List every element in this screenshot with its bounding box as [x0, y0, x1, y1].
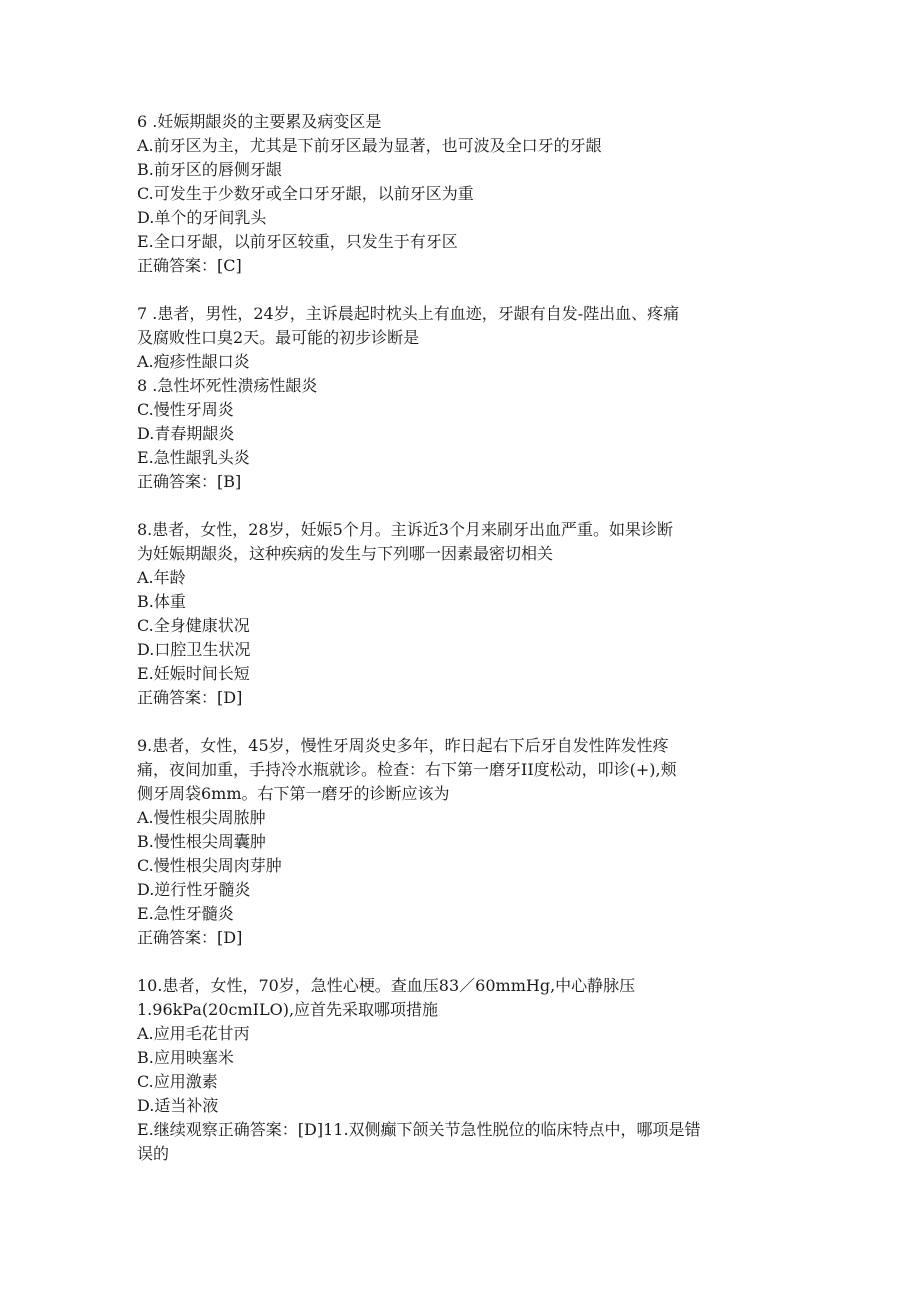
- question-7: [137, 302, 797, 494]
- answer-line: 正确答案：[D]: [137, 688, 243, 707]
- document-page: [137, 110, 797, 1166]
- spacer: [137, 710, 797, 734]
- option-c: C.应用激素: [137, 1072, 218, 1091]
- option-b: B.慢性根尖周囊肿: [137, 832, 266, 851]
- option-b: 8 .急性坏死性溃疡性龈炎: [137, 376, 318, 395]
- answer-line: 正确答案：[D]: [137, 928, 243, 947]
- option-b: B.体重: [137, 592, 186, 611]
- question-stem-continued: 及腐败性口臭2天。最可能的初步诊断是: [137, 328, 420, 347]
- option-a: A.应用毛花甘丙: [137, 1024, 250, 1043]
- question-stem: 9.患者，女性，45岁，慢性牙周炎史多年，昨日起右下后牙自发性阵发性疼: [137, 736, 669, 755]
- question-stem: 10.患者，女性，70岁，急性心梗。查血压83／60mmHg,中心静脉压: [137, 976, 636, 995]
- option-d: D.口腔卫生状况: [137, 640, 251, 659]
- question-6: [137, 110, 797, 278]
- question-stem: 7 .患者，男性，24岁，主诉晨起时枕头上有血迹，牙龈有自发-陛出血、疼痛: [137, 304, 680, 323]
- question-stem: 8.患者，女性，28岁，妊娠5个月。主诉近3个月来刷牙出血严重。如果诊断: [137, 520, 673, 539]
- option-a: A.疱疹性龈口炎: [137, 352, 250, 371]
- question-8: [137, 518, 797, 710]
- option-e: E.全口牙龈，以前牙区较重，只发生于有牙区: [137, 232, 458, 251]
- option-a: A.年龄: [137, 568, 186, 587]
- answer-line: 正确答案：[B]: [137, 472, 242, 491]
- option-c: C.全身健康状况: [137, 616, 250, 635]
- option-b: B.应用映塞米: [137, 1048, 234, 1067]
- option-d: D.单个的牙间乳头: [137, 208, 267, 227]
- question-11-stem-continued: 误的: [137, 1144, 170, 1163]
- option-a: A.慢性根尖周脓肿: [137, 808, 266, 827]
- spacer: [137, 278, 797, 302]
- option-c: C.慢性牙周炎: [137, 400, 234, 419]
- option-b: B.前牙区的唇侧牙龈: [137, 160, 282, 179]
- option-e-with-answer: E.继续观察正确答案：[D]11.双侧癫下颌关节急性脱位的临床特点中，哪项是错: [137, 1120, 701, 1139]
- question-10: [137, 974, 797, 1166]
- question-stem-continued: 1.96kPa(20cmILO),应首先采取哪项措施: [137, 1000, 439, 1019]
- option-d: D.适当补液: [137, 1096, 219, 1115]
- option-e: E.急性龈乳头炎: [137, 448, 250, 467]
- question-stem: 6 .妊娠期龈炎的主要累及病变区是: [137, 112, 382, 131]
- option-c: C.慢性根尖周肉芽肿: [137, 856, 282, 875]
- option-d: D.逆行性牙髓炎: [137, 880, 251, 899]
- option-d: D.青春期龈炎: [137, 424, 235, 443]
- answer-line: 正确答案：[C]: [137, 256, 242, 275]
- option-e: E.急性牙髓炎: [137, 904, 234, 923]
- option-a: A.前牙区为主，尤其是下前牙区最为显著，也可波及全口牙的牙龈: [137, 136, 602, 155]
- option-e: E.妊娠时间长短: [137, 664, 250, 683]
- question-9: [137, 734, 797, 950]
- question-stem-continued: 为妊娠期龈炎，这种疾病的发生与下列哪一因素最密切相关: [137, 544, 554, 563]
- question-stem-continued: 侧牙周袋6mm。右下第一磨牙的诊断应该为: [137, 784, 450, 803]
- spacer: [137, 950, 797, 974]
- option-c: C.可发生于少数牙或全口牙牙龈，以前牙区为重: [137, 184, 474, 203]
- spacer: [137, 494, 797, 518]
- question-stem-continued: 痛，夜间加重，手持冷水瓶就诊。检查：右下第一磨牙II度松动，叩诊(+),颊: [137, 760, 677, 779]
